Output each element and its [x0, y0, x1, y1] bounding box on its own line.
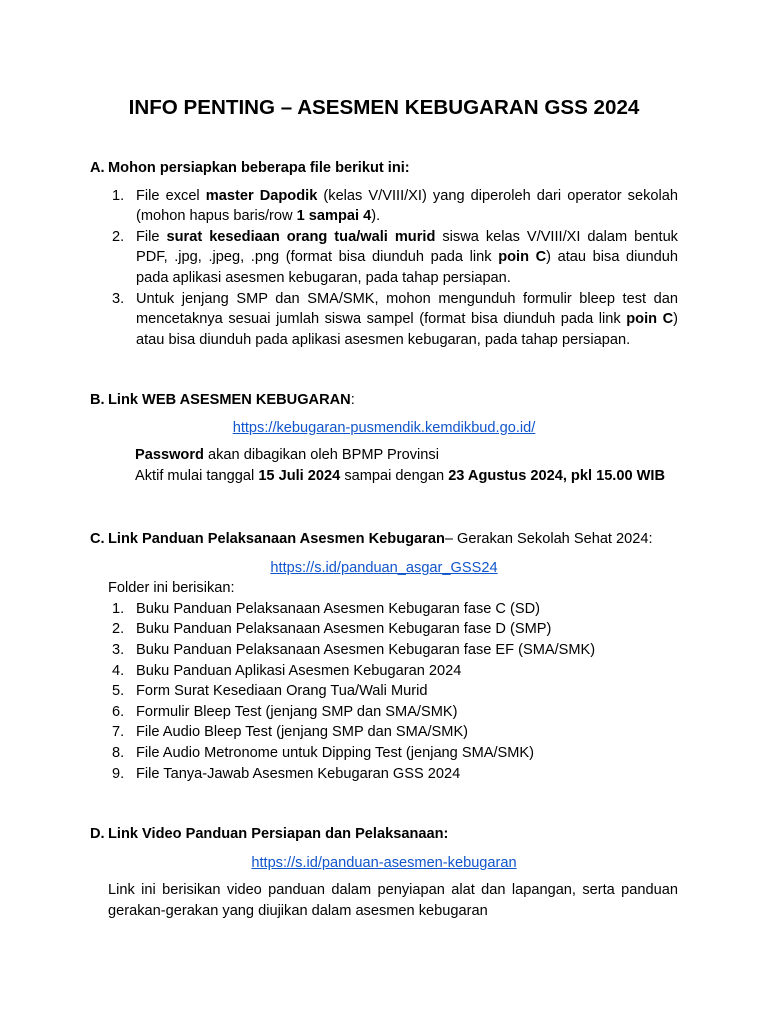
section-a-heading-text: Mohon persiapkan beberapa file berikut ini: — [108, 160, 410, 176]
video-panduan-link[interactable]: https://s.id/panduan-asesmen-kebugaran — [251, 854, 517, 871]
list-number: 7. — [112, 724, 125, 741]
list-number: 1. — [112, 600, 125, 617]
list-item — [90, 722, 678, 743]
section-c-heading: C. Link Panduan Pelaksanaan Asesmen Kebugaran – Gerakan Sekolah Sehat 2024: — [90, 529, 678, 550]
file-list — [90, 186, 678, 351]
list-text: File excel master Dapodik (kelas V/VIII/XI) yang diperoleh dari operator sekolah (mohon hapus baris/row 1 sampai 4). — [136, 187, 678, 225]
section-a-heading — [90, 158, 678, 179]
section-b-letter: B. — [90, 392, 105, 408]
section-a-letter: A. — [90, 160, 105, 176]
section-b-heading: B. Link WEB ASESMEN KEBUGARAN : — [90, 390, 678, 411]
list-number: 4. — [112, 662, 125, 679]
section-d-letter: D. — [90, 826, 105, 842]
list-text: File Audio Metronome untuk Dipping Test (jenjang SMA/SMK) — [136, 744, 535, 761]
section-d-heading-text: Link Video Panduan Persiapan dan Pelaksanaan: — [108, 826, 449, 842]
folder-intro: Folder ini berisikan: — [108, 580, 235, 597]
list-number: 3. — [112, 290, 125, 307]
list-item — [90, 640, 678, 661]
list-number: 2. — [112, 228, 125, 245]
list-item — [90, 599, 678, 620]
list-text: Buku Panduan Aplikasi Asesmen Kebugaran 2024 — [136, 662, 462, 679]
list-number: 5. — [112, 683, 125, 700]
list-item — [90, 681, 678, 702]
active-period-note: Aktif mulai tanggal 15 Juli 2024 sampai dengan 23 Agustus 2024, pkl 15.00 WIB — [135, 467, 666, 484]
section-b-heading-text: Link WEB ASESMEN KEBUGARAN — [108, 392, 351, 408]
section-c-letter: C. — [90, 531, 105, 547]
list-item — [90, 702, 678, 723]
list-text: Untuk jenjang SMP dan SMA/SMK, mohon mengunduh formulir bleep test dan mencetaknya sesuai jumlah siswa sampel (format bisa diunduh pada link poin C) atau bisa diunduh pada aplikasi asesmen kebugaran, pada tahap persiapan. — [136, 290, 678, 348]
list-text: Buku Panduan Pelaksanaan Asesmen Kebugaran fase D (SMP) — [136, 621, 552, 638]
list-text: Formulir Bleep Test (jenjang SMP dan SMA/SMK) — [136, 703, 458, 720]
list-item — [90, 289, 678, 351]
section-c-heading-text: Link Panduan Pelaksanaan Asesmen Kebugaran — [108, 531, 445, 547]
list-text: File Tanya-Jawab Asesmen Kebugaran GSS 2024 — [136, 765, 461, 782]
list-item — [90, 764, 678, 785]
list-number: 6. — [112, 703, 125, 720]
section-d-description: Link ini berisikan video panduan dalam penyiapan alat dan lapangan, serta panduan gerakan-gerakan yang diujikan dalam asesmen kebugaran — [108, 882, 678, 919]
list-text: Buku Panduan Pelaksanaan Asesmen Kebugaran fase C (SD) — [136, 600, 541, 617]
list-number: 1. — [112, 187, 125, 204]
section-b — [90, 390, 678, 486]
section-d-heading — [90, 824, 678, 845]
list-number: 9. — [112, 765, 125, 782]
section-d — [90, 824, 678, 921]
password-note: Password akan dibagikan oleh BPMP Provinsi — [135, 447, 439, 464]
list-item — [90, 186, 678, 227]
web-asesmen-link[interactable]: https://kebugaran-pusmendik.kemdikbud.go.id/ — [232, 419, 536, 436]
list-item — [90, 619, 678, 640]
document-title: INFO PENTING – ASESMEN KEBUGARAN GSS 2024 — [128, 96, 640, 119]
list-item — [90, 227, 678, 289]
list-item — [90, 661, 678, 682]
list-text: File Audio Bleep Test (jenjang SMP dan SMA/SMK) — [136, 724, 469, 741]
list-item — [90, 743, 678, 764]
list-text: File surat kesediaan orang tua/wali murid siswa kelas V/VIII/XI dalam bentuk PDF, .jpg, .jpeg, .png (format bisa diunduh pada link poin C) atau bisa diunduh pada aplikasi asesmen kebugaran, pada tahap persiapan. — [136, 228, 678, 286]
folder-contents-list — [90, 599, 678, 784]
list-number: 2. — [112, 621, 125, 638]
section-a — [90, 158, 678, 350]
panduan-link[interactable]: https://s.id/panduan_asgar_GSS24 — [270, 559, 498, 576]
section-c — [90, 529, 678, 784]
list-text: Form Surat Kesediaan Orang Tua/Wali Murid — [136, 683, 428, 700]
list-number: 8. — [112, 744, 125, 761]
list-number: 3. — [112, 641, 125, 658]
list-text: Buku Panduan Pelaksanaan Asesmen Kebugaran fase EF (SMA/SMK) — [136, 641, 596, 658]
